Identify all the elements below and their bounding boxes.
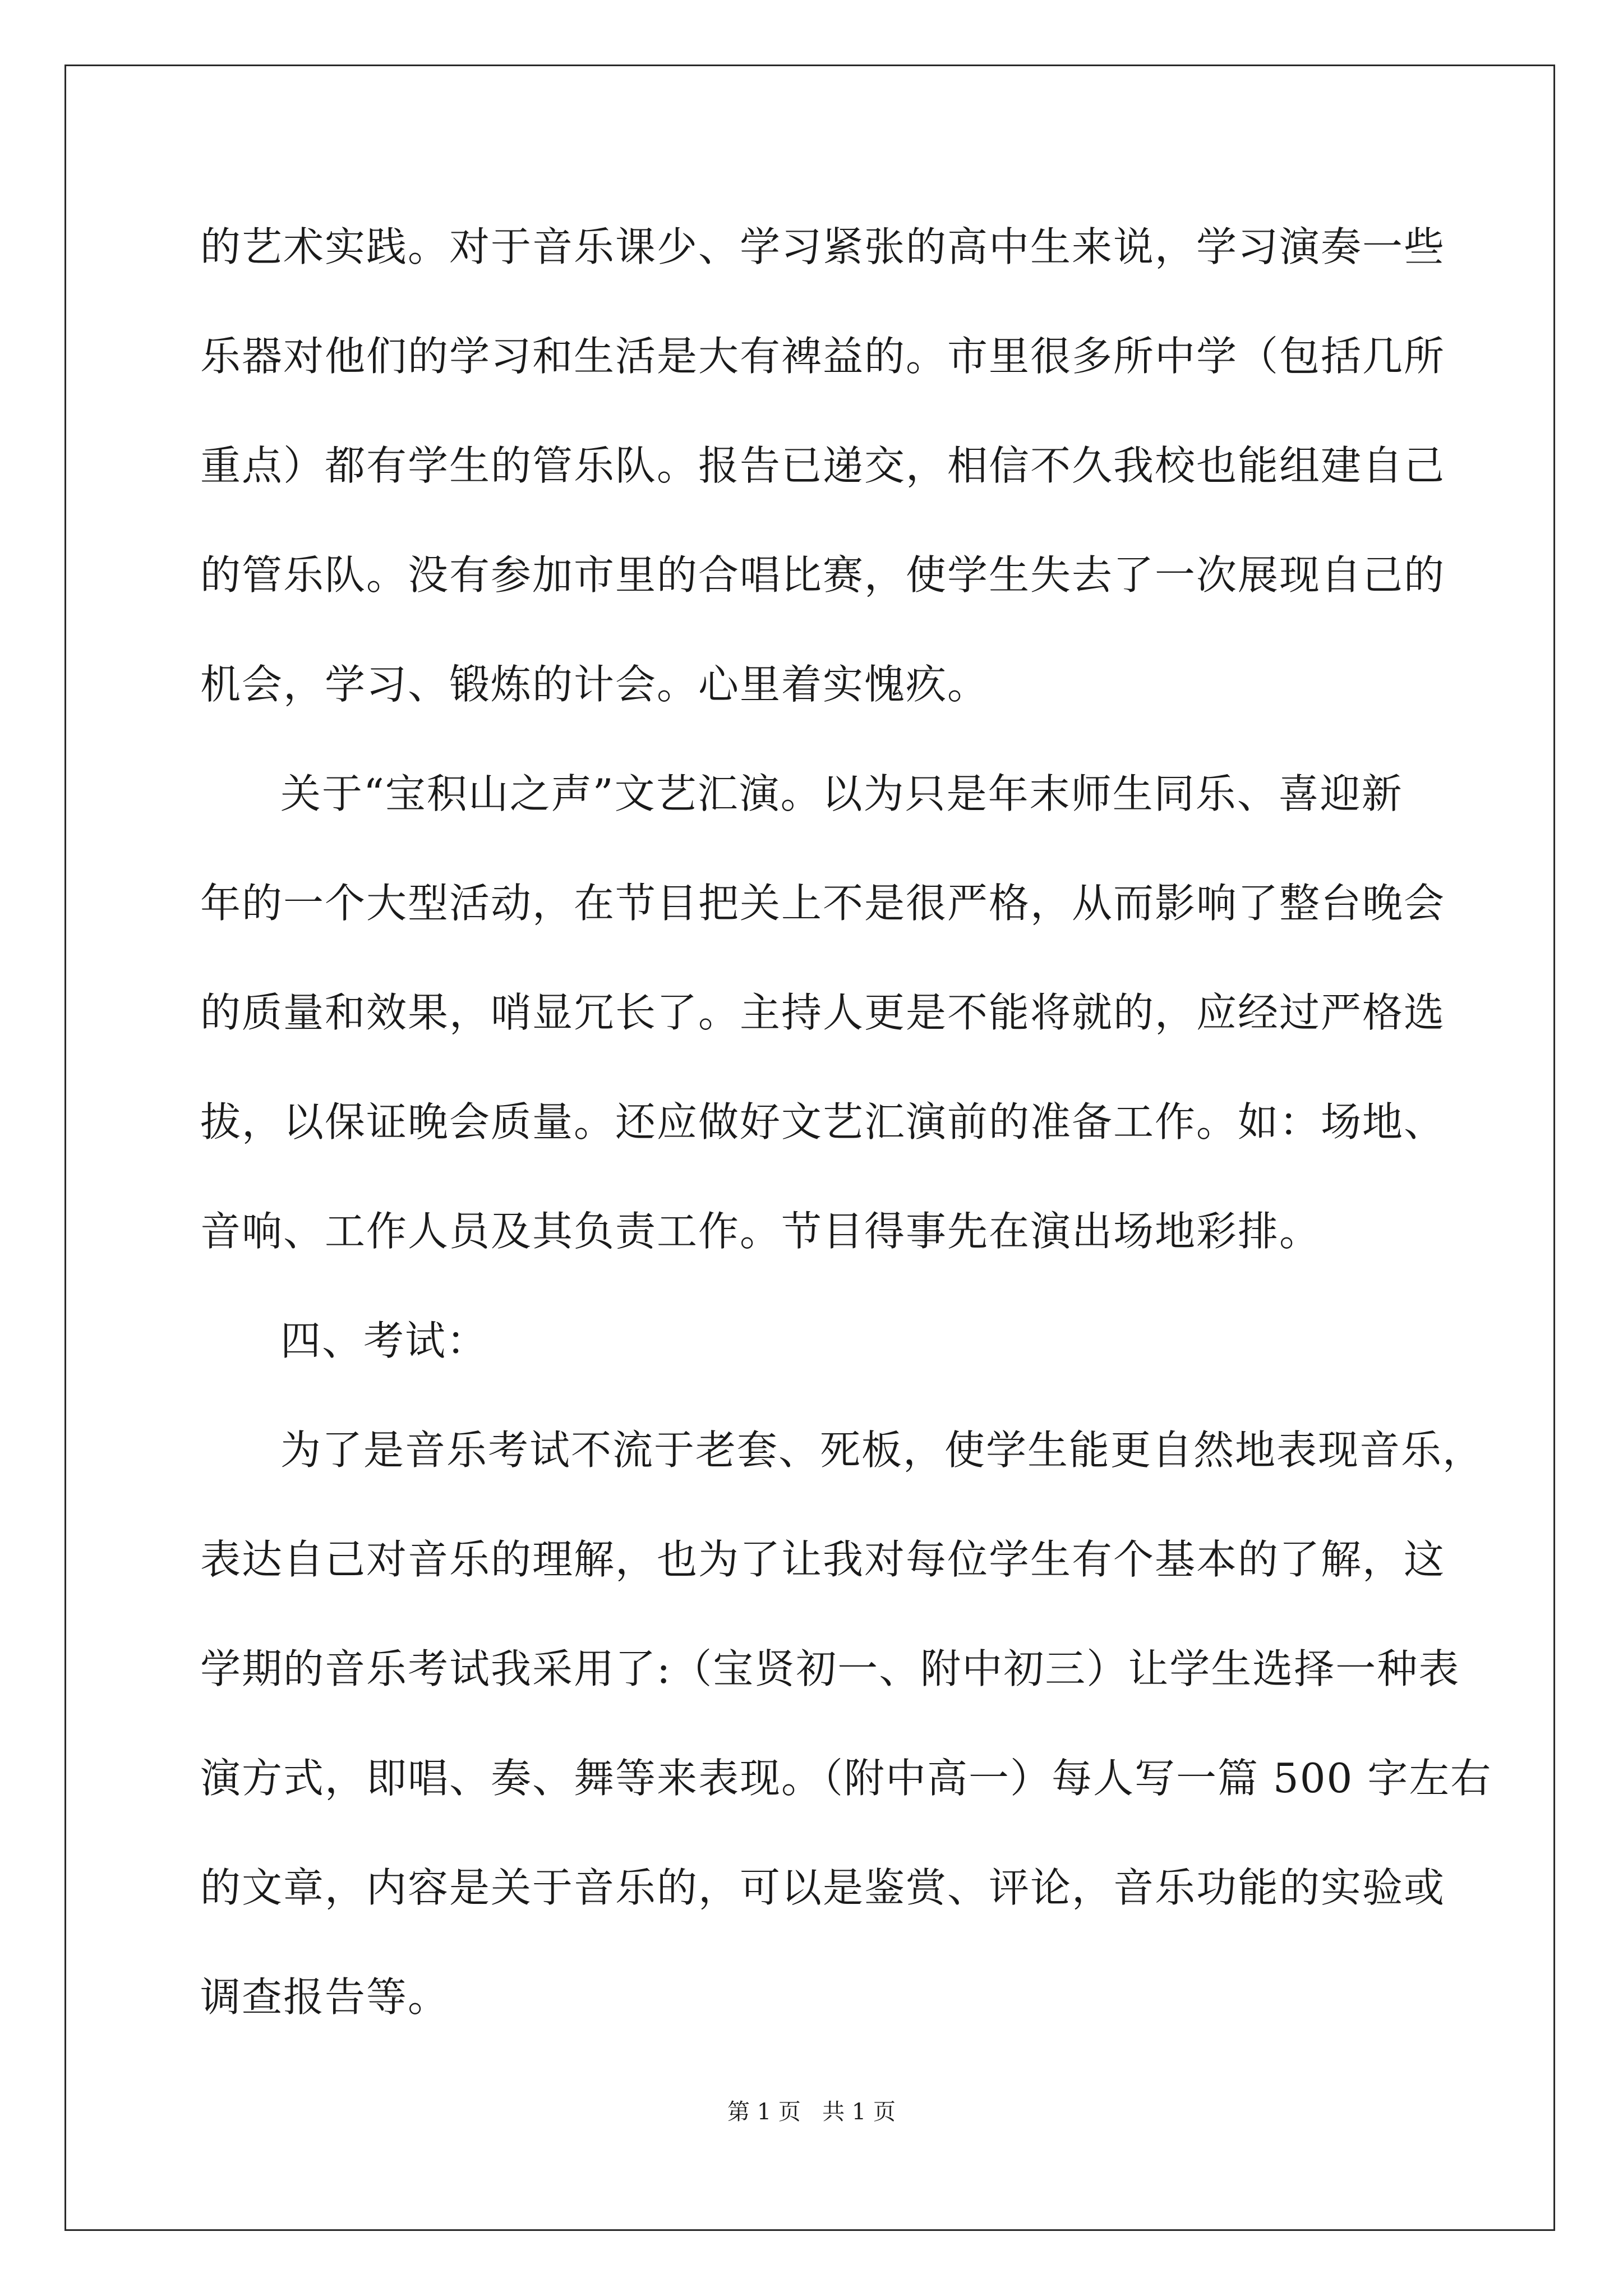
page-footer: 第 1 页 共 1 页 <box>727 2099 896 2125</box>
body-line: 的管乐队。没有参加市里的合唱比赛，使学生失去了一次展现自己的 <box>200 551 1446 599</box>
paragraph-start-line: 关于“宝积山之声”文艺汇演。以为只是年末师生同乐、喜迎新 <box>280 770 1403 817</box>
body-line: 的文章，内容是关于音乐的，可以是鉴赏、评论，音乐功能的实验或 <box>200 1864 1446 1911</box>
body-line: 调查报告等。 <box>200 1973 450 2021</box>
body-line: 拔，以保证晚会质量。还应做好文艺汇演前的准备工作。如：场地、 <box>200 1098 1446 1145</box>
body-line: 表达自己对音乐的理解，也为了让我对每位学生有个基本的了解，这 <box>200 1536 1446 1583</box>
body-line: 机会，学习、锻炼的计会。心里着实愧疚。 <box>200 661 989 708</box>
body-line: 演方式，即唱、奏、舞等来表现。（附中高一）每人写一篇 500 字左右 <box>200 1755 1492 1802</box>
body-line: 的质量和效果，哨显冗长了。主持人更是不能将就的，应经过严格选 <box>200 989 1446 1036</box>
section-heading: 四、考试： <box>280 1317 488 1364</box>
body-line: 年的一个大型活动，在节目把关上不是很严格，从而影响了整台晚会 <box>200 880 1446 927</box>
body-line: 学期的音乐考试我采用了:（宝贤初一、附中初三）让学生选择一种表 <box>200 1645 1460 1692</box>
body-line: 重点）都有学生的管乐队。报告已递交，相信不久我校也能组建自己 <box>200 442 1446 489</box>
paragraph-start-line: 为了是音乐考试不流于老套、死板，使学生能更自然地表现音乐， <box>280 1427 1484 1474</box>
body-line: 音响、工作人员及其负责工作。节目得事先在演出场地彩排。 <box>200 1208 1321 1255</box>
body-line: 乐器对他们的学习和生活是大有裨益的。市里很多所中学（包括几所 <box>200 333 1446 380</box>
body-line: 的艺术实践。对于音乐课少、学习紧张的高中生来说，学习演奏一些 <box>200 223 1446 270</box>
